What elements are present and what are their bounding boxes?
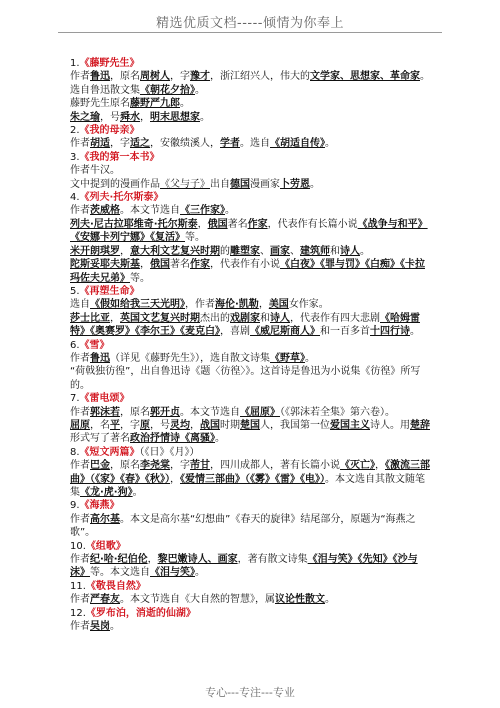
text-span: 8. [70,446,80,458]
key-term: 黎巴嫩诗人、画家 [157,554,238,566]
text-span: ， [258,299,269,311]
text-span: （《日》《月》） [139,446,200,458]
document-body [70,57,430,633]
text-span: 作者 [70,352,90,364]
text-span: 12. [70,607,86,619]
key-term: 学者 [220,138,240,150]
key-term: 俄国 [207,218,228,230]
key-term: 诗人 [340,245,360,257]
key-term: 《朝花夕拾》 [140,84,195,96]
text-line [70,57,430,70]
text-line [70,298,430,311]
text-span: 3. [70,151,80,163]
text-span: 作者 [70,621,90,633]
text-line [70,540,430,553]
key-term: 茨威格 [90,205,120,217]
text-span: 。 [410,326,420,338]
text-span: 9. [70,500,80,512]
text-span: 6. [70,339,80,351]
key-term: 郭沫若 [90,406,120,418]
key-term: 楚国 [240,419,260,431]
text-span: ，著有散文诗集 [237,554,308,566]
key-term: 原 [140,419,150,431]
key-term: 藤野严九郎 [130,98,180,110]
text-span: 作者 [70,138,90,150]
key-term: 画家 [270,245,290,257]
section-title: 《我的第一本书》 [79,151,160,163]
text-span: ， [147,554,158,566]
text-line [70,365,430,392]
text-span: ，代表作有小说 [210,259,280,271]
key-term: 俄国 [150,259,170,271]
text-span: 2. [70,125,80,137]
key-term: 高尔基 [90,513,120,525]
text-line [70,312,430,339]
text-span: 选自鲁迅散文集 [70,84,140,96]
text-span: 诗人。用 [370,419,410,431]
key-term: 德国 [230,178,250,190]
key-term: 吴岗 [90,621,110,633]
text-span: 4. [70,192,80,204]
key-term: 议论性散文 [275,594,325,606]
text-line [70,607,430,620]
text-span: 杰出的 [200,312,230,324]
key-term: 战国 [200,419,220,431]
key-term: 卜劳恩 [280,178,310,190]
text-span: 时期 [220,419,240,431]
text-span: （《郭沫若全集》第六卷）。 [280,406,395,418]
text-span: 。 [225,205,235,217]
text-span: ，字 [120,419,140,431]
section-title: 《罗布泊，消逝的仙湖》 [85,607,196,619]
key-term: 适之 [130,138,150,150]
text-line [70,97,430,110]
key-term: 胡适 [90,138,110,150]
text-span: 作者 [70,513,90,525]
key-term: 《泪与笑》《先知》《沙与沫》 [70,554,418,579]
key-term: 鲁迅 [90,352,110,364]
text-span: 形式写了著名 [70,433,130,445]
key-term: 纪·哈·纪伯伦 [90,554,148,566]
text-line [70,446,430,459]
key-term: 海伦·凯勒 [215,299,259,311]
section-title: 《短文两篇》 [79,446,140,458]
text-line [70,84,430,97]
header-divider [58,32,442,33]
text-line [70,499,430,512]
key-term: 列夫·尼古拉耶维奇·托尔斯泰 [70,218,198,230]
text-span: ， [110,312,120,324]
key-term: 屈原 [70,419,90,431]
text-span: ，号 [150,419,170,431]
key-term: 豫才 [190,71,210,83]
key-term: 舜水 [120,111,140,123]
section-title: 《雪》 [79,339,110,351]
key-term: 诗人 [270,312,290,324]
text-span: 。 [360,245,370,257]
key-term: 《龙·虎·狗》 [80,487,133,498]
text-line [70,191,430,204]
text-line [70,620,430,633]
text-span: ， [120,245,130,257]
text-span: 。 [215,433,225,445]
text-span: 和一百多首 [320,326,370,338]
text-span: 的 [220,245,230,257]
text-span: 5. [70,285,80,297]
key-term: 雕塑家 [230,245,260,257]
key-term: 巴金 [90,460,110,472]
text-span: ，原名 [110,460,140,472]
key-term: 《战争与和平》《安娜卡列宁娜》《复活》 [70,218,428,244]
text-span: ，原名 [110,71,140,83]
key-term: 《屈原》 [240,406,280,418]
text-span: 。选自 [240,138,270,150]
text-line [70,459,430,499]
text-span: 作者牛汉。 [70,165,120,177]
text-line [70,151,430,164]
key-term: 《白夜》《罪与罚》《白痴》《卡拉玛佐夫兄弟》 [70,259,425,284]
text-span: ，号 [100,111,120,123]
key-term: 戏剧家 [230,312,260,324]
text-span: 选自 [70,299,90,311]
key-term: 作家 [247,218,268,230]
text-span: ，字 [170,71,190,83]
text-line [70,164,430,177]
text-span: 作者 [70,460,90,472]
text-line [70,124,430,137]
text-span: ，喜剧 [220,326,250,338]
text-line [70,245,430,258]
text-span: ，字 [110,138,130,150]
key-term: 《胡适自传》 [270,138,325,150]
key-term: 李尧棠 [140,460,170,472]
key-term: 《灭亡》 [340,460,375,472]
text-line [70,137,430,150]
text-span: 著名 [170,259,190,271]
text-span: ，原名 [120,406,150,418]
text-span: 1. [70,58,80,69]
key-term: 《三作家》 [180,205,225,217]
key-term: 周树人 [140,71,170,83]
text-span: 、 [260,245,270,257]
section-title: 《我的母亲》 [79,125,140,137]
key-term: 平 [110,419,120,431]
section-title: 《敬畏自然》 [85,580,146,592]
key-term: 《威尼斯商人》 [250,326,320,338]
text-line [70,580,430,593]
key-term: 《野草》 [270,352,305,364]
text-span: ，代表作有四大悲剧 [290,312,380,324]
text-span: 作者 [70,71,90,83]
key-term: 米开朗琪罗 [70,245,120,257]
underlined-term: 《父与子》 [160,178,210,190]
text-span: 文中提到的漫画作品 [70,178,160,190]
key-term: 政治抒情诗 [130,433,180,445]
text-span: ，字 [170,460,190,472]
text-span: ， [170,473,180,485]
key-term: 《离骚》 [180,433,215,445]
text-span: ， [375,460,385,472]
text-span: 。 [420,71,430,83]
text-span: 作者 [70,594,90,606]
key-term: 爱国主义 [330,419,370,431]
text-span: 10. [70,540,86,552]
section-title: 《雷电颂》 [79,393,130,405]
text-span: 。 [325,138,335,150]
text-span: 。 [195,84,205,96]
text-line [70,406,430,419]
text-span: ，名 [90,419,110,431]
section-title: 《组歌》 [85,540,126,552]
text-span: ， [140,259,150,271]
text-line [70,204,430,217]
text-span: 。本文节选自 [120,205,180,217]
text-span: ，浙江绍兴人，伟大的 [210,71,310,83]
text-line [70,513,430,540]
text-span: ， [140,111,150,123]
text-line [70,285,430,298]
section-title: 《列夫·托尔斯泰》 [79,192,164,204]
text-span: ，代表作有长篇小说 [267,218,358,230]
text-span: 。本文节选自《大自然的智慧》，属 [120,594,275,606]
text-span: 等。 [130,272,150,284]
text-line [70,339,430,352]
text-span: 。 [110,621,120,633]
text-span: 。本文节选自 [180,406,240,418]
page-footer: 专心---专注---专业 [205,686,295,699]
text-line [70,178,430,191]
key-term: 严春友 [90,594,120,606]
key-term: 《假如给我三天光明》 [90,299,185,311]
text-line [70,111,430,124]
text-span: ，四川成都人，著有长篇小说 [210,460,340,472]
text-line [70,352,430,365]
text-span: 。 [180,98,190,110]
key-term: 陀斯妥耶夫斯基 [70,259,140,271]
text-span: 。 [132,487,143,498]
text-line [70,553,430,580]
key-term: 《哈姆雷特》《奥赛罗》《李尔王》《麦克白》 [70,312,420,338]
text-span: ， [197,218,208,230]
key-term: 作家 [190,259,210,271]
page-header: 精选优质文档-----倾情为你奉上 [156,16,344,31]
text-span: 和 [330,245,340,257]
text-span: 作者 [70,406,90,418]
text-span: 著名 [227,218,248,230]
text-span: 11. [70,580,86,592]
text-span: 7. [70,393,80,405]
key-term: 莎士比亚 [70,312,110,324]
text-span: ，安徽绩溪人， [150,138,220,150]
text-line [70,593,430,606]
text-span: 和 [260,312,270,324]
text-span: 作者 [70,205,90,217]
text-span: 。 [200,111,210,123]
text-span: ，作者 [185,299,215,311]
section-title: 《藤野先生》 [79,58,140,69]
key-term: 《爱情三部曲》（《雾》《雷》《电》） [180,473,325,485]
text-span: 出自 [210,178,230,190]
text-span: 。本文是高尔基“幻想曲”《春天的旋律》结尾部分，原题为“海燕之歌”。 [70,513,416,539]
text-span: 。 [325,594,335,606]
key-term: 《泪与笑》 [150,567,195,579]
text-line [70,70,430,83]
key-term: 灵均 [170,419,190,431]
key-term: 郭开贞 [150,406,180,418]
text-span: 。 [305,352,315,364]
text-span: 。本文选自其散文随笔集 [70,473,425,498]
text-span: 女作家。 [288,299,329,311]
text-span: “荷戟独彷徨”，出自鲁迅诗《题〈彷徨〉》。这首诗是鲁迅为小说集《彷徨》所写的。 [70,366,421,391]
text-span: 等。本文选自 [90,567,150,579]
key-term: 芾甘 [190,460,210,472]
key-term: 英国文艺复兴时期 [120,312,200,324]
text-span: 人，我国第一位 [260,419,330,431]
text-line [70,258,430,285]
text-span: 漫画家 [250,178,280,190]
key-term: 美国 [268,299,289,311]
key-term: 《激流三部曲》（《家》《春》《秋》） [70,460,430,485]
key-term: 鲁迅 [90,71,110,83]
text-span: 藤野先生原名 [70,98,130,110]
text-span: 作者 [70,554,90,566]
text-line [70,392,430,405]
key-term: 文学家、思想家、革命家 [310,71,420,83]
key-term: 建筑师 [300,245,330,257]
key-term: 十四行诗 [370,326,410,338]
text-span: （详见《藤野先生》），选自散文诗集 [110,352,270,364]
key-term: 意大利文艺复兴时期 [130,245,220,257]
key-term: 朱之瑜 [70,111,100,123]
text-line [70,218,430,245]
text-span: 。 [310,178,320,190]
text-span: 。 [195,567,205,579]
key-term: 楚辞 [410,419,430,431]
key-term: 明末思想家 [150,111,200,123]
text-span: 、 [290,245,300,257]
text-line [70,419,430,446]
section-title: 《再塑生命》 [79,285,140,297]
text-span: ， [190,419,200,431]
section-title: 《海燕》 [79,500,120,512]
text-span: 等。 [185,232,205,244]
